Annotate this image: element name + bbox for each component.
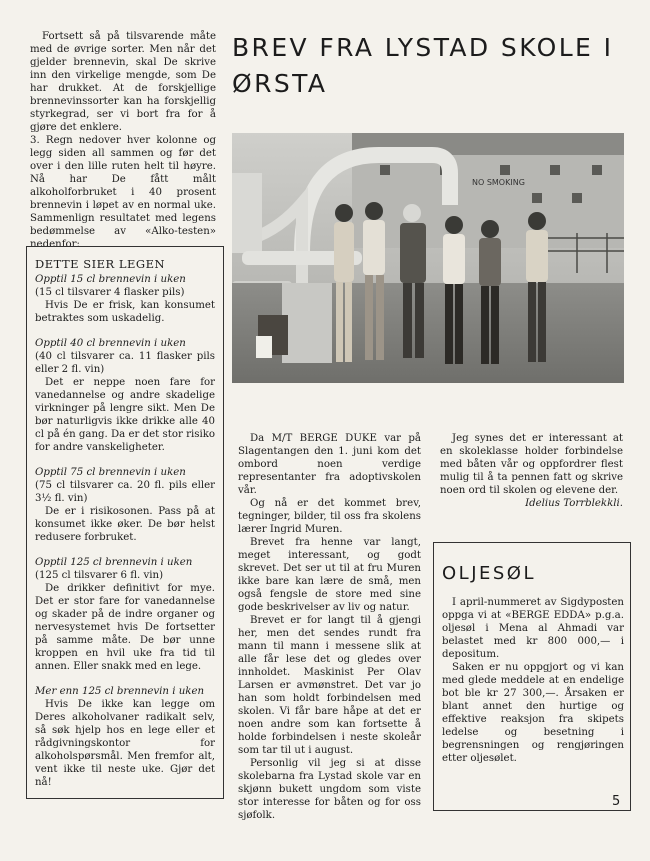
section-text: De drikker definitivt for mye. Det er stor fare for vanedannelse og skader på de indre organer og nervesystemet hvis De fortsetter på samme måte. De bør unne kroppen en hvil uke fra tid til annen. Eller snakk med en lege.	[35, 583, 215, 672]
section-equivalent: (125 cl tilsvarer 6 fl. vin)	[35, 570, 164, 581]
article-title: BREV FRA LYSTAD SKOLE I ØRSTA	[232, 33, 614, 98]
left-paragraph-1: Fortsett så på tilsvarende måte med de øvrige sorter. Men når det gjelder brennevin, skal De skrive inn den virkelige mengde, som De har drukket. At de forskjellige brennevinssorter kan ha forskjellig styrkegrad, ser vi bort fra for å gjøre det enklere.	[30, 31, 216, 133]
left-column-text	[30, 30, 216, 251]
doctor-box-heading: DETTE SIER LEGEN	[35, 257, 166, 271]
doctor-section-15cl	[35, 273, 215, 325]
section-text: Det er neppe noen fare for vanedannelse og andre skadelige virkninger på lengre sikt. Men De bør naturligvis ikke drikke alle 40 cl på én gang. Da er det stor risiko for andre vanskeligheter.	[35, 377, 216, 453]
article-middle-column	[238, 432, 421, 822]
section-title: Opptil 75 cl brennevin i uken	[35, 467, 186, 478]
article-paragraph-6: Jeg synes det er interessant at en skoleklasse holder forbindelse med båten vår og oppfordrer flest mulig til å ta pennen fatt og skrive noen ord til skolen og elevene der.	[440, 433, 623, 496]
oil-spill-box	[433, 542, 631, 811]
article-paragraph-3: Brevet fra henne var langt, meget interessant, og godt skrevet. Det ser ut til at fru Muren ikke bare kan lære de små, men også fengsle de store med sine gode beskrivelser av liv og natur.	[238, 537, 421, 613]
section-title: Opptil 40 cl brennevin i uken	[35, 338, 186, 349]
doctor-section-125cl	[35, 556, 215, 673]
section-equivalent: (40 cl tilsvarer ca. 11 flasker pils eller 2 fl. vin)	[35, 351, 215, 375]
section-text: De er i risikosonen. Pass på at konsumet ikke øker. De bør helst redusere forbruket.	[35, 506, 215, 543]
page-number: 5	[612, 794, 621, 809]
oil-spill-paragraph-2: Saken er nu oppgjort og vi kan med glede meddele at en endelige bot ble kr 27 300,—. Årsaken er blant annet den hurtige og effektive reaksjon fra skipets ledelse og besetning i begrensningen og rengjøringen etter oljesølet.	[442, 662, 624, 764]
article-paragraph-5: Personlig vil jeg si at disse skolebarna fra Lystad skole var en skjønn bukett ungdom som viste stor interesse for båten og for oss sjøfolk.	[238, 758, 421, 821]
left-paragraph-2: 3. Regn nedover hver kolonne og legg siden all sammen og før det over i den lille ruten helt til høyre. Nå har De fått målt alkoholforbruket i 40 prosent brennevin i løpet av en normal uke. Sammenlign resultatet med legens bedømmelse av «Alko-testen» nedenfor:	[30, 135, 216, 250]
section-title: Opptil 15 cl brennevin i uken	[35, 274, 186, 285]
section-text: Hvis De er frisk, kan konsumet betraktes som uskadelig.	[35, 300, 215, 324]
oil-spill-paragraph-1: I april-nummeret av Sigdyposten oppga vi at «BERGE EDDA» p.g.a. oljesøl i Mena al Ahmadi var belastet med kr 800 000,— i depositum.	[442, 597, 624, 660]
doctor-section-75cl	[35, 466, 215, 544]
section-title: Opptil 125 cl brennevin i uken	[35, 557, 193, 568]
article-paragraph-1: Da M/T BERGE DUKE var på Slagentangen den 1. juni kom det ombord noen verdige representanter fra adoptivskolen vår.	[238, 433, 421, 496]
doctor-section-40cl	[35, 337, 215, 454]
no-smoking-sign: NO SMOKING	[472, 178, 525, 187]
oil-spill-heading: OLJESØL	[442, 563, 536, 584]
section-equivalent: (75 cl tilsvarer ca. 20 fl. pils eller 3½ fl. vin)	[35, 480, 215, 504]
article-paragraph-4: Brevet er for langt til å gjengi her, men det sendes rundt fra mann til mann i messene slik at alle får lese det og gledes over innholdet. Maskinist Per Olav Larsen er avmønstret. Det var jo han som holdt forbindelsen med skolen. Vi får bare håpe at det er noen andre som kan fortsette å holde forbindelsen i neste skoleår som tar til ut i august.	[238, 615, 421, 756]
section-text: Hvis De ikke kan legge om Deres alkoholvaner radikalt selv, så søk hjelp hos en lege eller et rådgivningskontor for alkoholspørsmål. Men fremfor alt, vent ikke til neste uke. Gjør det nå!	[35, 699, 215, 788]
article-signature: Idelius Torrblekkli.	[525, 498, 623, 509]
article-right-column	[440, 432, 623, 510]
article-paragraph-2: Og nå er det kommet brev, tegninger, bilder, til oss fra skolens lærer Ingrid Muren.	[238, 498, 421, 535]
doctor-says-box	[26, 246, 224, 799]
ship-deck-photo-illustration	[232, 133, 624, 383]
doctor-section-over-125cl	[35, 685, 215, 789]
section-title: Mer enn 125 cl brennevin i uken	[35, 686, 205, 697]
section-equivalent: (15 cl tilsvarer 4 flasker pils)	[35, 287, 185, 298]
article-photo	[232, 133, 624, 383]
